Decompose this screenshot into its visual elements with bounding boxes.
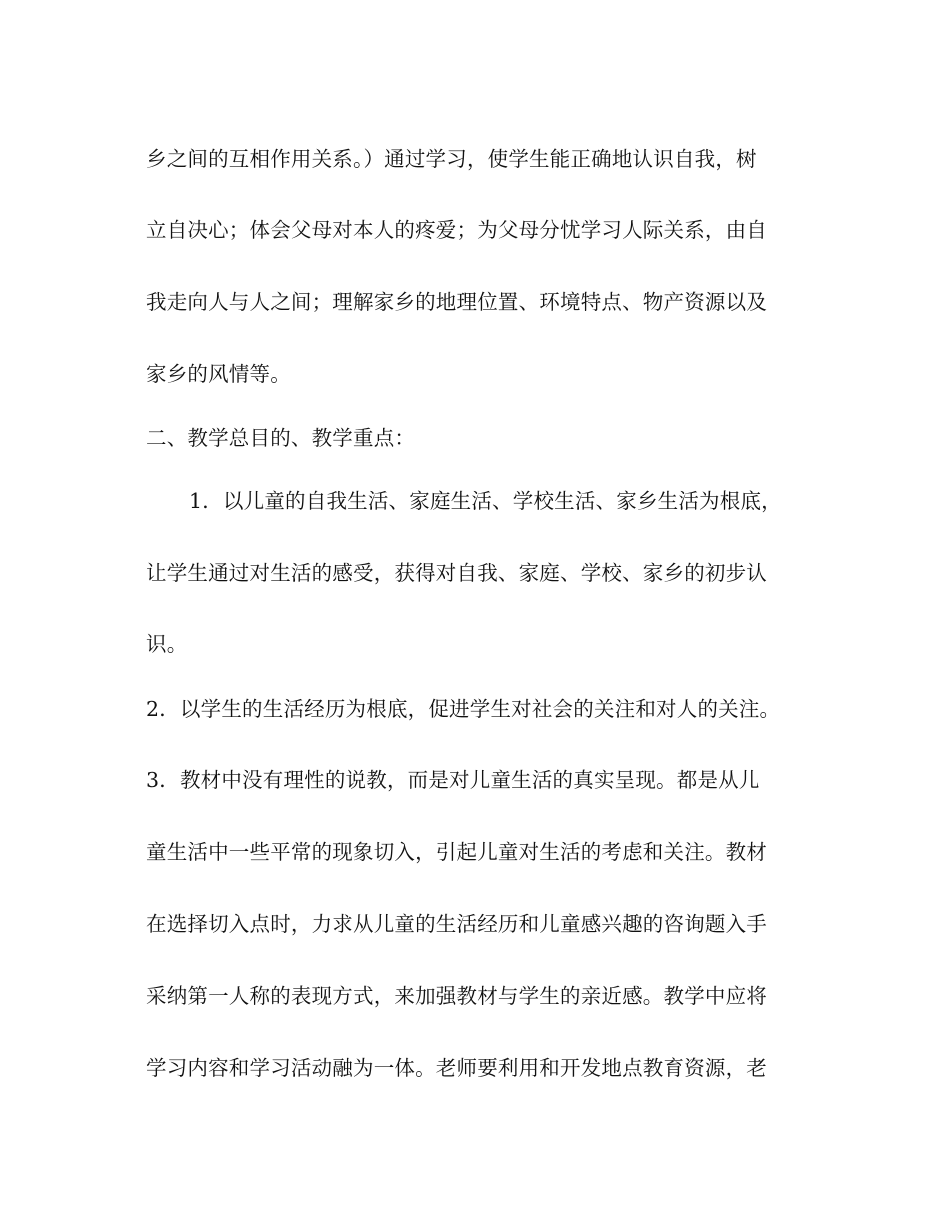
paragraph-line: 采纳第一人称的表现方式，来加强教材与学生的亲近感。教学中应将	[146, 984, 767, 1008]
section-heading: 二、教学总目的、教学重点：	[146, 426, 416, 450]
paragraph-line: 在选择切入点时，力求从儿童的生活经历和儿童感兴趣的咨询题入手	[146, 912, 767, 936]
paragraph-line: 立自决心；体会父母对本人的疼爱；为父母分忧学习人际关系，由自	[146, 218, 767, 242]
paragraph-line: 童生活中一些平常的现象切入，引起儿童对生活的考虑和关注。教材	[146, 840, 767, 864]
paragraph-line: 乡之间的互相作用关系。）通过学习，使学生能正确地认识自我，树	[146, 147, 757, 171]
list-item-1: 1．以儿童的自我生活、家庭生活、学校生活、家乡生活为根底，	[189, 489, 782, 513]
list-item-3: 3．教材中没有理性的说教，而是对儿童生活的真实呈现。都是从儿	[146, 768, 760, 792]
paragraph-line: 我走向人与人之间；理解家乡的地理位置、环境特点、物产资源以及	[146, 290, 767, 314]
paragraph-line: 让学生通过对生活的感受，获得对自我、家庭、学校、家乡的初步认	[146, 561, 767, 585]
paragraph-line: 家乡的风情等。	[146, 362, 291, 386]
paragraph-line: 学习内容和学习活动融为一体。老师要利用和开发地点教育资源，老	[146, 1056, 767, 1080]
paragraph-line: 识。	[146, 632, 188, 656]
list-item-2: 2．以学生的生活经历为根底，促进学生对社会的关注和对人的关注。	[146, 697, 781, 721]
